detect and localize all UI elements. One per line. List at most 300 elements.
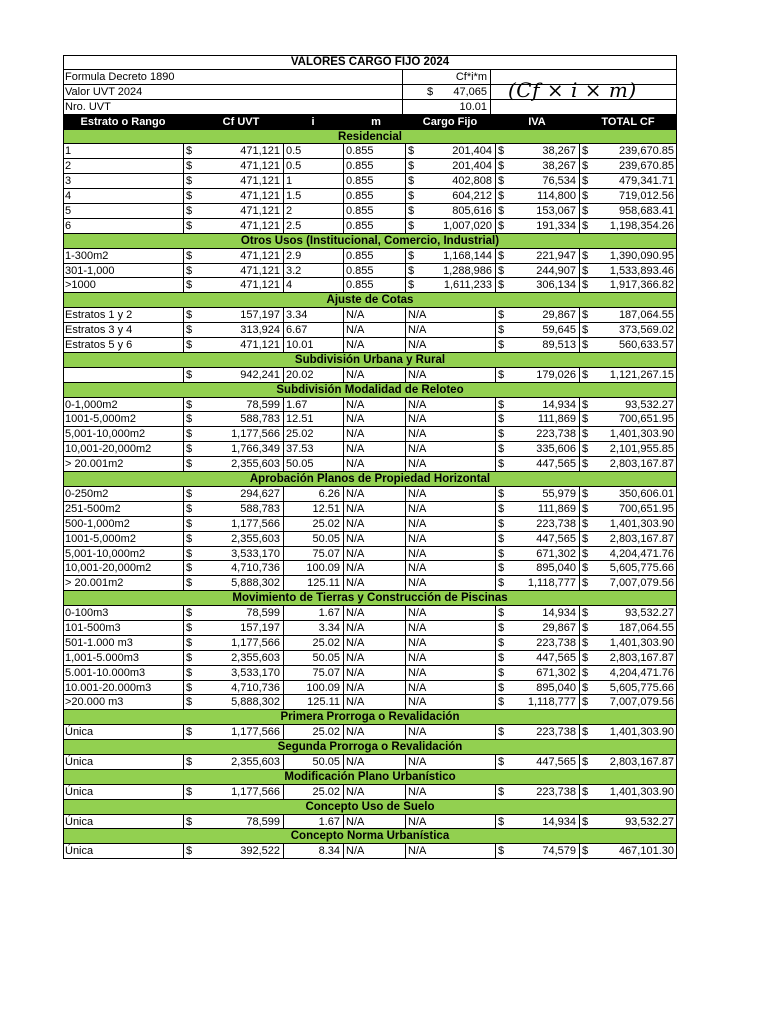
cell-value: 74,579 [542, 845, 576, 858]
cell-cargo: N/A [405, 323, 495, 337]
currency-symbol: $ [408, 160, 415, 173]
cell-iva [495, 606, 579, 620]
currency-symbol: $ [498, 324, 505, 337]
cell-value: 191,334 [536, 219, 576, 232]
currency-symbol: $ [186, 413, 193, 426]
cell-i: 25.02 [283, 725, 343, 739]
cell-iva [495, 308, 579, 322]
currency-symbol: $ [498, 547, 505, 560]
cell-total [579, 442, 677, 456]
currency-symbol: $ [408, 249, 415, 262]
cell-cf [183, 621, 283, 635]
currency-symbol: $ [186, 532, 193, 545]
cell-cf [183, 174, 283, 188]
cell-cargo: N/A [405, 427, 495, 441]
cell-r: > 20.001m2 [65, 458, 124, 471]
table-row [63, 159, 677, 174]
currency-symbol: $ [186, 249, 193, 262]
cell-cf [183, 547, 283, 561]
cell-value: 1,917,366.82 [609, 279, 674, 292]
currency-symbol: $ [408, 175, 415, 188]
section-header [63, 770, 677, 785]
currency-symbol: $ [498, 145, 505, 158]
section-title: Otros Usos (Institucional, Comercio, Industrial) [240, 234, 500, 247]
cell-total [579, 308, 677, 322]
cell-value: 335,606 [536, 443, 576, 456]
cell-i: 125.11 [283, 576, 343, 590]
cell-m: N/A [343, 368, 405, 382]
currency-symbol: $ [582, 517, 589, 530]
cell-i: 3.2 [283, 264, 343, 278]
cell-value: 179,026 [536, 368, 576, 381]
cell-r: 1001-5,000m2 [65, 532, 136, 545]
cell-total [579, 457, 677, 471]
cell-total [579, 621, 677, 635]
cell-m: N/A [343, 785, 405, 799]
cell-value: 223,738 [536, 517, 576, 530]
currency-symbol: $ [186, 696, 193, 709]
currency-symbol: $ [498, 577, 505, 590]
cell-cf [183, 412, 283, 426]
currency-symbol: $ [498, 621, 505, 634]
header-estrato: Estrato o Rango [80, 115, 166, 128]
cell-r: 0-1,000m2 [65, 398, 118, 411]
cell-value: 2,803,167.87 [609, 651, 674, 664]
currency-symbol: $ [186, 651, 193, 664]
currency-symbol: $ [498, 205, 505, 218]
currency-symbol: $ [582, 755, 589, 768]
cell-iva [495, 532, 579, 546]
currency-symbol: $ [498, 368, 505, 381]
cell-i: 50.05 [283, 651, 343, 665]
currency-symbol: $ [582, 487, 589, 500]
cell-value: 1,390,090.95 [609, 249, 674, 262]
cell-value: 471,121 [240, 219, 280, 232]
section-title: Movimiento de Tierras y Construcción de Piscinas [232, 592, 508, 605]
cell-value: 471,121 [240, 190, 280, 203]
currency-symbol: $ [186, 324, 193, 337]
cell-r: 501-1.000 m3 [65, 636, 133, 649]
table-row [63, 815, 677, 830]
cell-r: 3 [65, 175, 72, 188]
cell-value: 244,907 [536, 264, 576, 277]
cell-r: 5,001-10,000m2 [65, 428, 146, 441]
cell-value: 89,513 [542, 339, 576, 352]
currency-symbol: $ [582, 398, 589, 411]
cell-cargo: N/A [405, 368, 495, 382]
cell-m: N/A [343, 517, 405, 531]
currency-symbol: $ [186, 562, 193, 575]
cell-iva [495, 189, 579, 203]
cell-cargo: N/A [405, 666, 495, 680]
cell-total [579, 398, 677, 412]
cell-value: 671,302 [536, 666, 576, 679]
table-row [63, 174, 677, 189]
cell-m: 0.855 [343, 264, 405, 278]
section-title: Primera Prorroga o Revalidación [280, 711, 460, 724]
cell-value: 29,867 [542, 309, 576, 322]
currency-symbol: $ [582, 368, 589, 381]
currency-symbol: $ [186, 681, 193, 694]
cell-value: 4,710,736 [231, 681, 280, 694]
sheet-title-row [63, 55, 677, 70]
cell-value: 479,341.71 [618, 175, 674, 188]
cell-r: 10,001-20,000m2 [65, 562, 152, 575]
cell-i: 25.02 [283, 636, 343, 650]
cell-value: 187,064.55 [618, 309, 674, 322]
cell-r: Única [65, 726, 94, 739]
cell-value: 1,611,233 [443, 279, 492, 292]
cell-iva [495, 442, 579, 456]
cell-value: 29,867 [542, 621, 576, 634]
cell-r: 301-1,000 [65, 264, 115, 277]
cell-value: 805,616 [452, 205, 492, 218]
cell-value: 1,533,893.46 [609, 264, 674, 277]
currency-symbol: $ [186, 279, 193, 292]
cell-cargo: N/A [405, 561, 495, 575]
cell-value: 239,670.85 [618, 145, 674, 158]
currency-symbol: $ [498, 190, 505, 203]
cell-total [579, 725, 677, 739]
cell-iva [495, 278, 579, 292]
section-header [63, 472, 677, 487]
cell-m: N/A [343, 576, 405, 590]
cell-total [579, 502, 677, 516]
cell-total [579, 264, 677, 278]
section-header [63, 293, 677, 308]
cell-iva [495, 636, 579, 650]
cell-r: Única [65, 785, 94, 798]
cell-i: 125.11 [283, 695, 343, 709]
section-title: Concepto Uso de Suelo [305, 800, 435, 813]
cell-value: 78,599 [246, 398, 280, 411]
cell-i: 2 [283, 204, 343, 218]
cell-value: 671,302 [536, 547, 576, 560]
cell-value: 38,267 [542, 160, 576, 173]
cell-i: 0.5 [283, 159, 343, 173]
cell-cargo: N/A [405, 547, 495, 561]
currency-symbol: $ [186, 458, 193, 471]
cell-iva [495, 725, 579, 739]
cell-i: 25.02 [283, 785, 343, 799]
table-row [63, 442, 677, 457]
header-iva: IVA [528, 115, 546, 128]
cell-value: 1,401,303.90 [609, 428, 674, 441]
currency-symbol: $ [582, 845, 589, 858]
currency-symbol: $ [582, 279, 589, 292]
cell-cf [183, 189, 283, 203]
cell-value: 471,121 [240, 279, 280, 292]
cell-value: 201,404 [452, 145, 492, 158]
table-row [63, 278, 677, 293]
section-header [63, 591, 677, 606]
currency-symbol: $ [582, 532, 589, 545]
cell-value: 1,401,303.90 [609, 636, 674, 649]
currency-symbol: $ [186, 219, 193, 232]
cell-iva [495, 755, 579, 769]
cell-value: 471,121 [240, 339, 280, 352]
formula-display: (Cf × i × m) [508, 78, 637, 102]
uvt-value: 47,065 [453, 85, 487, 98]
cell-m: N/A [343, 457, 405, 471]
cell-r: 1 [65, 145, 72, 158]
cell-value: 467,101.30 [618, 845, 674, 858]
cell-value: 2,355,603 [231, 755, 280, 768]
table-row [63, 398, 677, 413]
cell-cf [183, 517, 283, 531]
table-row [63, 219, 677, 234]
cell-m: 0.855 [343, 159, 405, 173]
cell-value: 2,355,603 [231, 651, 280, 664]
cell-value: 93,532.27 [625, 607, 674, 620]
cell-i: 25.02 [283, 427, 343, 441]
cell-value: 2,803,167.87 [609, 458, 674, 471]
cell-total [579, 338, 677, 352]
cell-r: 10.001-20.000m3 [65, 681, 152, 694]
cell-cargo: N/A [405, 338, 495, 352]
cargo-fijo-sheet [63, 55, 677, 859]
currency-symbol: $ [582, 562, 589, 575]
cell-value: 447,565 [536, 651, 576, 664]
cell-value: 958,683.41 [618, 205, 674, 218]
cell-cf [183, 368, 283, 382]
cell-i: 8.34 [283, 844, 343, 858]
currency-symbol: $ [186, 636, 193, 649]
currency-symbol: $ [186, 517, 193, 530]
cell-total [579, 249, 677, 263]
cell-value: 223,738 [536, 636, 576, 649]
cell-r [63, 368, 183, 382]
table-row [63, 457, 677, 472]
cell-value: 471,121 [240, 160, 280, 173]
cell-value: 4,204,471.76 [609, 666, 674, 679]
cell-value: 223,738 [536, 428, 576, 441]
cell-total [579, 323, 677, 337]
cell-value: 14,934 [542, 607, 576, 620]
cell-cf [183, 308, 283, 322]
cell-value: 1,177,566 [231, 726, 280, 739]
cell-m: 0.855 [343, 144, 405, 158]
currency-symbol: $ [582, 681, 589, 694]
cell-value: 2,803,167.87 [609, 755, 674, 768]
cell-value: 7,007,079.56 [609, 577, 674, 590]
cell-i: 50.05 [283, 532, 343, 546]
cell-r: Estratos 5 y 6 [65, 339, 133, 352]
currency-symbol: $ [582, 726, 589, 739]
cell-total [579, 189, 677, 203]
cell-cf [183, 427, 283, 441]
cell-value: 93,532.27 [625, 815, 674, 828]
currency-symbol: $ [582, 264, 589, 277]
cell-total [579, 651, 677, 665]
cell-value: 223,738 [536, 726, 576, 739]
cell-value: 78,599 [246, 815, 280, 828]
cell-m: 0.855 [343, 174, 405, 188]
table-row [63, 412, 677, 427]
cell-m: N/A [343, 621, 405, 635]
nro-uvt-label: Nro. UVT [65, 100, 111, 113]
currency-symbol: $ [582, 458, 589, 471]
currency-symbol: $ [498, 339, 505, 352]
currency-symbol: $ [408, 264, 415, 277]
cell-iva [495, 785, 579, 799]
section-header [63, 829, 677, 844]
cell-i: 37.53 [283, 442, 343, 456]
cell-value: 447,565 [536, 458, 576, 471]
currency-symbol: $ [498, 175, 505, 188]
column-header-row [63, 115, 677, 130]
cell-iva [495, 219, 579, 233]
cell-total [579, 412, 677, 426]
currency-symbol: $ [186, 785, 193, 798]
cell-iva [495, 621, 579, 635]
cell-m: N/A [343, 532, 405, 546]
cell-value: 1,177,566 [231, 428, 280, 441]
cell-iva [495, 204, 579, 218]
cell-cargo [405, 264, 495, 278]
section-header [63, 234, 677, 249]
cell-value: 942,241 [240, 368, 280, 381]
cell-i: 3.34 [283, 308, 343, 322]
currency-symbol: $ [186, 190, 193, 203]
currency-symbol: $ [582, 443, 589, 456]
cell-cargo [405, 144, 495, 158]
cell-value: 447,565 [536, 755, 576, 768]
currency-symbol: $ [582, 413, 589, 426]
cell-total [579, 785, 677, 799]
currency-symbol: $ [498, 755, 505, 768]
currency-symbol: $ [498, 726, 505, 739]
table-row [63, 323, 677, 338]
currency-symbol: $ [186, 443, 193, 456]
cell-r: 251-500m2 [65, 502, 121, 515]
nro-uvt-value: 10.01 [402, 100, 490, 114]
table-row [63, 144, 677, 159]
cell-m: 0.855 [343, 189, 405, 203]
table-row [63, 576, 677, 591]
cell-value: 5,888,302 [231, 696, 280, 709]
cell-m: N/A [343, 398, 405, 412]
currency-symbol: $ [498, 517, 505, 530]
cell-cargo [405, 249, 495, 263]
section-title: Segunda Prorroga o Revalidación [277, 741, 463, 754]
currency-symbol: $ [408, 205, 415, 218]
cell-i: 0.5 [283, 144, 343, 158]
cell-value: 2,101,955.85 [609, 443, 674, 456]
cell-value: 38,267 [542, 145, 576, 158]
cell-iva [495, 695, 579, 709]
currency-symbol: $ [498, 607, 505, 620]
cell-value: 447,565 [536, 532, 576, 545]
cell-i: 1 [283, 174, 343, 188]
cell-m: N/A [343, 844, 405, 858]
table-row [63, 547, 677, 562]
currency-symbol: $ [498, 502, 505, 515]
currency-symbol: $ [408, 190, 415, 203]
cell-value: 1,168,144 [443, 249, 492, 262]
cell-i: 50.05 [283, 457, 343, 471]
cell-total [579, 427, 677, 441]
cell-r: Única [65, 845, 94, 858]
table-row [63, 532, 677, 547]
cell-value: 78,599 [246, 607, 280, 620]
cell-cargo: N/A [405, 532, 495, 546]
cell-iva [495, 264, 579, 278]
currency-symbol: $ [498, 413, 505, 426]
cell-m: N/A [343, 442, 405, 456]
section-title: Subdivisión Urbana y Rural [294, 353, 446, 366]
table-row [63, 651, 677, 666]
currency-symbol: $ [186, 175, 193, 188]
cell-cargo: N/A [405, 606, 495, 620]
cell-i: 3.34 [283, 621, 343, 635]
cell-value: 294,627 [240, 487, 280, 500]
cell-r: Única [65, 815, 94, 828]
currency-symbol: $ [186, 160, 193, 173]
cell-value: 560,633.57 [618, 339, 674, 352]
cell-i: 10.01 [283, 338, 343, 352]
uvt-label: Valor UVT 2024 [65, 85, 143, 98]
cell-r: 5,001-10,000m2 [65, 547, 146, 560]
cell-cargo: N/A [405, 487, 495, 501]
table-row [63, 308, 677, 323]
currency-symbol: $ [582, 696, 589, 709]
currency-symbol: $ [186, 309, 193, 322]
cell-cf [183, 695, 283, 709]
cell-cf [183, 502, 283, 516]
cell-value: 2,803,167.87 [609, 532, 674, 545]
header-m: m [371, 115, 381, 128]
cell-total [579, 204, 677, 218]
cell-value: 1,401,303.90 [609, 785, 674, 798]
cell-cargo: N/A [405, 576, 495, 590]
cell-value: 221,947 [536, 249, 576, 262]
currency-symbol: $ [582, 785, 589, 798]
cell-r: 1,001-5.000m3 [65, 651, 139, 664]
table-row [63, 681, 677, 696]
cell-cf [183, 636, 283, 650]
table-row [63, 755, 677, 770]
currency-symbol: $ [498, 458, 505, 471]
cell-i: 100.09 [283, 681, 343, 695]
currency-symbol: $ [498, 264, 505, 277]
cell-value: 157,197 [240, 309, 280, 322]
table-row [63, 517, 677, 532]
cell-m: N/A [343, 561, 405, 575]
cell-total [579, 844, 677, 858]
table-row [63, 695, 677, 710]
cell-m: N/A [343, 666, 405, 680]
currency-symbol: $ [498, 562, 505, 575]
cell-m: N/A [343, 755, 405, 769]
cell-cf [183, 323, 283, 337]
cell-value: 4,710,736 [231, 562, 280, 575]
cell-r: 0-100m3 [65, 607, 109, 620]
cell-r: 6 [65, 219, 72, 232]
cell-value: 239,670.85 [618, 160, 674, 173]
cell-cf [183, 815, 283, 829]
currency-symbol: $ [498, 279, 505, 292]
cell-i: 6.26 [283, 487, 343, 501]
cell-cf [183, 576, 283, 590]
cell-value: 700,651.95 [618, 502, 674, 515]
cell-value: 223,738 [536, 785, 576, 798]
currency-symbol: $ [498, 845, 505, 858]
cell-cf [183, 398, 283, 412]
currency-symbol: $ [582, 339, 589, 352]
cell-total [579, 278, 677, 292]
section-header [63, 130, 677, 145]
